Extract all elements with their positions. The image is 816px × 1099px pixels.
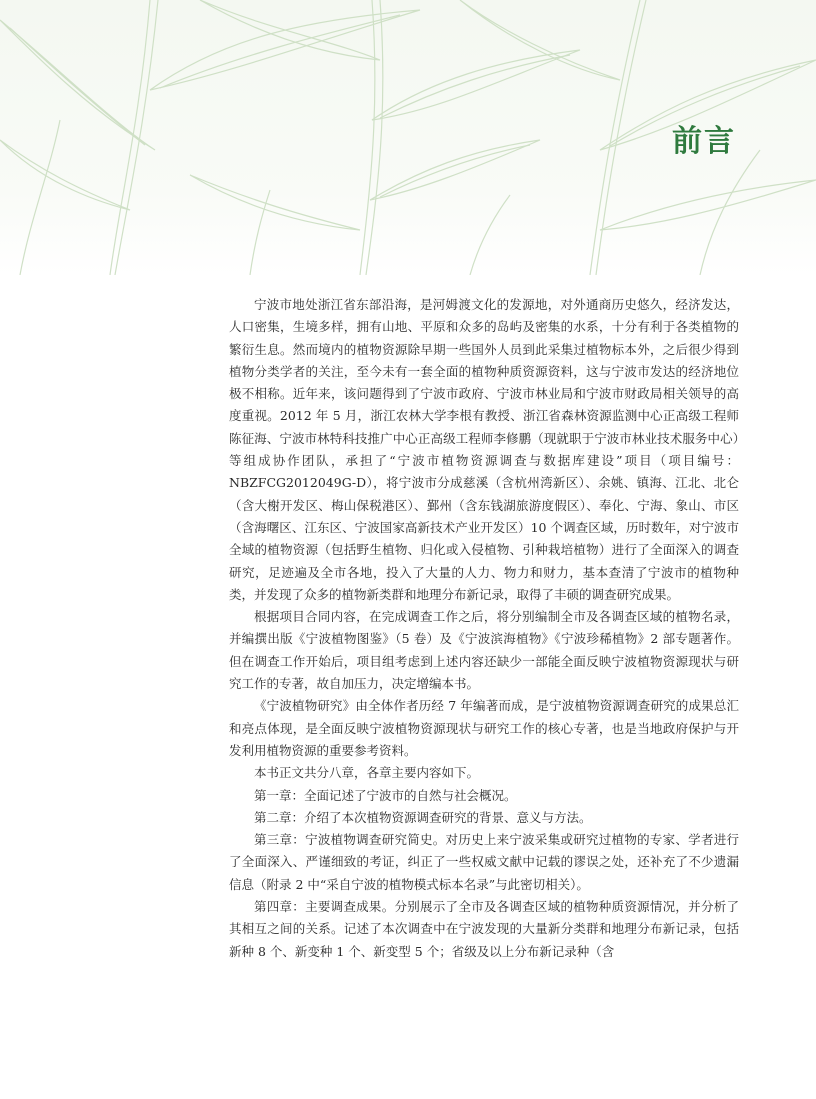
paragraph: 第四章：主要调查成果。分别展示了全市及各调查区域的植物种质资源情况，并分析了其相互之间的关系。记述了本次调查中在宁波发现的大量新分类群和地理分布新记录，包括新种 8 个、新变种 1 个、新变型 5 个；省级及以上分布新记录种（含 — [229, 899, 739, 959]
paragraph: 《宁波植物研究》由全体作者历经 7 年编著而成，是宁波植物资源调查研究的成果总汇和亮点体现，是全面反映宁波植物资源现状与研究工作的核心专著，也是当地政府保护与开发利用植物资源的重要参考资料。 — [229, 698, 739, 758]
paragraph: 根据项目合同内容，在完成调查工作之后，将分别编制全市及各调查区域的植物名录，并编撰出版《宁波植物图鉴》（5 卷）及《宁波滨海植物》《宁波珍稀植物》2 部专题著作。但在调查工作开始后，项目组考虑到上述内容还缺少一部能全面反映宁波植物资源现状与研究工作的专著，故自加压力，决定增编本书。 — [229, 609, 739, 692]
paragraph: 宁波市地处浙江省东部沿海，是河姆渡文化的发源地，对外通商历史悠久，经济发达，人口密集，生境多样，拥有山地、平原和众多的岛屿及密集的水系，十分有利于各类植物的繁衍生息。然而境内的植物资源除早期一些国外人员到此采集过植物标本外，之后很少得到植物分类学者的关注，至今未有一套全面的植物种质资源资料，这与宁波市发达的经济地位极不相称。近年来，该问题得到了宁波市政府、宁波市林业局和宁波市财政局相关领导的高度重视。2012 年 5 月，浙江农林大学李根有教授、浙江省森林资源监测中心正高级工程师陈征海、宁波市林特科技推广中心正高级工程师李修鹏（现就职于宁波市林业技术服务中心）等组成协作团队，承担了“宁波市植物资源调查与数据库建设”项目（项目编号：NBZFCG2012049G-D），将宁波市分成慈溪（含杭州湾新区）、余姚、镇海、江北、北仑（含大榭开发区、梅山保税港区）、鄞州（含东钱湖旅游度假区）、奉化、宁海、象山、市区（含海曙区、江东区、宁波国家高新技术产业开发区）10 个调查区域，历时数年，对宁波市全域的植物资源（包括野生植物、归化或入侵植物、引种栽培植物）进行了全面深入的调查研究，足迹遍及全市各地，投入了大量的人力、物力和财力，基本查清了宁波市的植物种类，并发现了众多的植物新类群和地理分布新记录，取得了丰硕的调查研究成果。 — [229, 297, 739, 602]
preface-body — [229, 294, 739, 963]
paragraph: 第二章：介绍了本次植物资源调查研究的背景、意义与方法。 — [254, 809, 592, 825]
paragraph: 第三章：宁波植物调查研究简史。对历史上来宁波采集或研究过植物的专家、学者进行了全面深入、严谨细致的考证，纠正了一些权威文献中记载的谬误之处，还补充了不少遗漏信息（附录 2 中“采自宁波的植物模式标本名录”与此密切相关）。 — [229, 832, 739, 892]
paragraph: 本书正文共分八章，各章主要内容如下。 — [254, 765, 480, 781]
paragraph: 第一章：全面记述了宁波市的自然与社会概况。 — [254, 787, 517, 803]
page-title: 前言 — [672, 124, 736, 159]
